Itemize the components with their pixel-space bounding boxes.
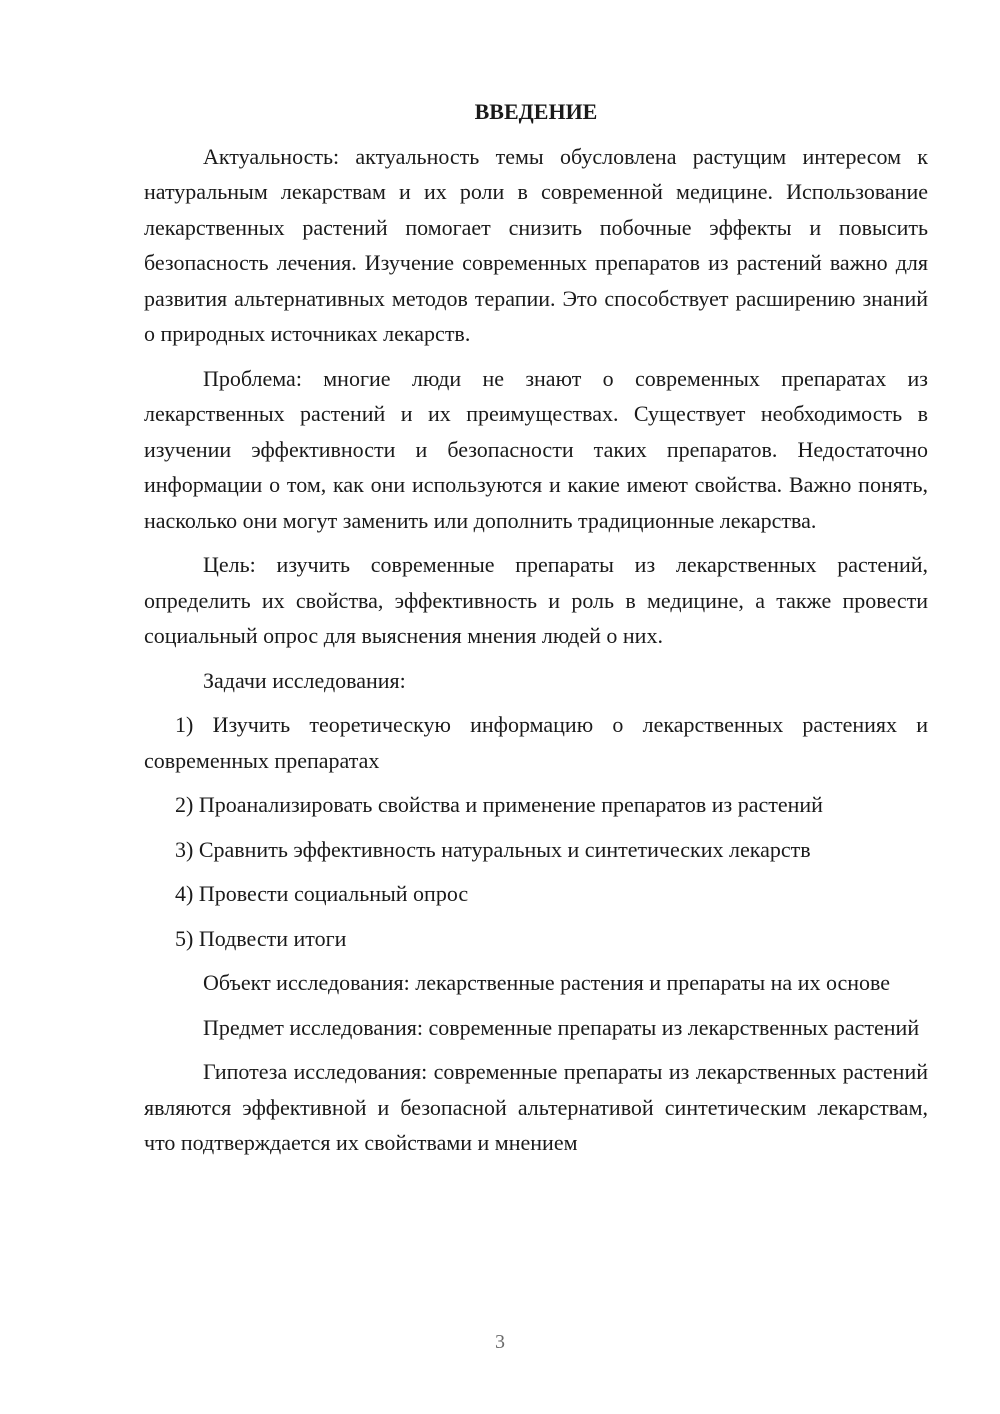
task-text: Изучить теоретическую информацию о лекарственных растениях и современных препаратах (144, 712, 929, 773)
page-number: 3 (495, 1331, 505, 1353)
task-text: Сравнить эффективность натуральных и синтетических лекарств (198, 836, 811, 862)
paragraph-object: Объект исследования: лекарственные растения и препараты на их основе (203, 970, 891, 995)
task-number: 3) (175, 836, 194, 862)
task-text: Подвести итоги (198, 925, 347, 951)
list-item (144, 707, 928, 778)
paragraph-hypothesis: Гипотеза исследования: современные препараты из лекарственных растений являются эффективной и безопасной альтернативой синтетическим лекарствам, что подтверждается их свойствами и мнением (144, 1059, 928, 1155)
page-title: ВВЕДЕНИЕ (474, 99, 598, 124)
task-number: 1) (175, 712, 194, 737)
list-item (144, 876, 928, 912)
paragraph-relevance: Актуальность: актуальность темы обусловлена растущим интересом к натуральным лекарствам и их роли в современной медицине. Использование лекарственных растений помогает снизить побочные эффекты и повысить безопасность лечения. Изучение современных препаратов из растений важно для развития альтернативных методов терапии. Это способствует расширению знаний о природных источниках лекарств. (144, 143, 928, 346)
tasks-list (144, 707, 928, 956)
paragraph-problem: Проблема: многие люди не знают о современных препаратах из лекарственных растений и их преимуществах. Существует необходимость в изучении эффективности и безопасности таких препаратов. Недостаточно информации о том, как они используются и какие имеют свойства. Важно понять, насколько они могут заменить или дополнить традиционные лекарства. (144, 365, 928, 533)
page-content (144, 94, 928, 1170)
list-item (144, 787, 928, 823)
tasks-heading: Задачи исследования: (203, 667, 406, 693)
task-text: Проанализировать свойства и применение препаратов из растений (198, 792, 823, 817)
task-number: 5) (175, 925, 194, 951)
paragraph-goal: Цель: изучить современные препараты из лекарственных растений, определить их свойства, эффективность и роль в медицине, а также провести социальный опрос для выяснения мнения людей о них. (144, 552, 928, 648)
list-item (144, 832, 928, 868)
task-number: 2) (175, 792, 194, 817)
paragraph-subject: Предмет исследования: современные препараты из лекарственных растений (203, 1014, 920, 1040)
task-text: Провести социальный опрос (198, 881, 469, 906)
task-number: 4) (175, 881, 194, 906)
list-item (144, 921, 928, 957)
